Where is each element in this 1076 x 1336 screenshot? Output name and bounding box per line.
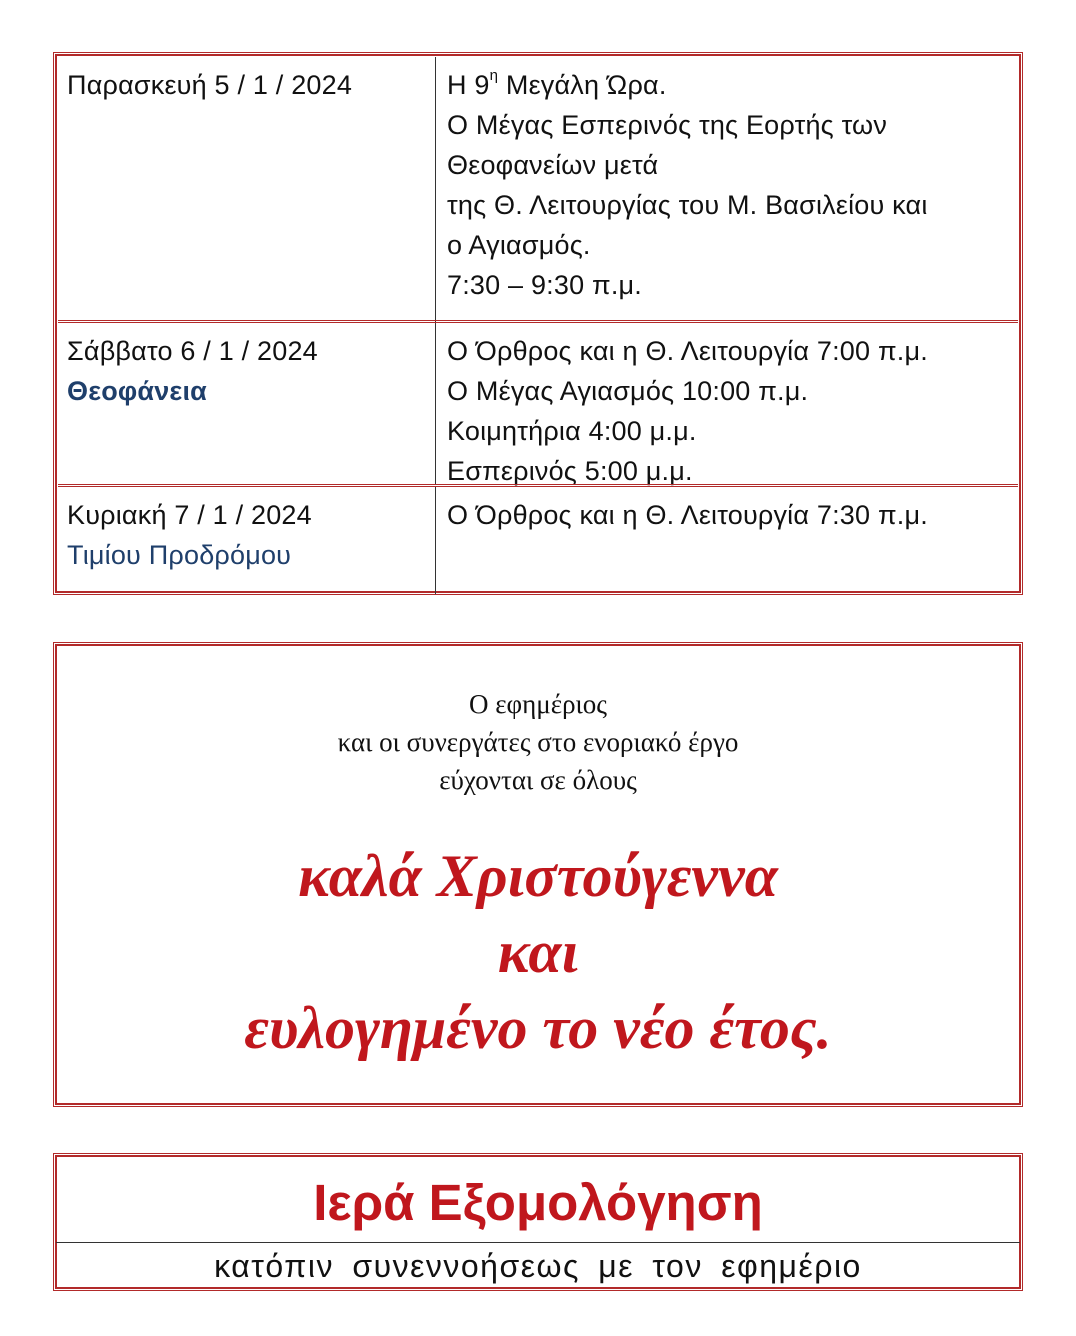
schedule-services-cell — [436, 57, 1018, 322]
feast-name: Θεοφάνεια — [67, 376, 207, 406]
greeting-wish-line: ευλογημένο το νέο έτος. — [244, 995, 832, 1061]
service-line: 7:30 – 9:30 π.μ. — [447, 270, 643, 300]
service-line: Ο Όρθρος και η Θ. Λειτουργία 7:00 π.μ. — [447, 336, 928, 366]
service-line: της Θ. Λειτουργίας του Μ. Βασιλείου και — [447, 190, 928, 220]
schedule-date-cell — [58, 487, 436, 594]
service-line: Η $9^\eta$ Μεγάλη Ώρα. — [447, 67, 667, 100]
greeting-intro-line: Ο εφημέριος — [468, 689, 608, 719]
service-line: Εσπερινός 5:00 μ.μ. — [447, 456, 693, 486]
confession-box — [53, 1153, 1023, 1291]
schedule-date: Παρασκευή 5 / 1 / 2024 — [67, 70, 353, 100]
schedule-date: Σάββατο 6 / 1 / 2024 — [67, 336, 318, 366]
schedule-table — [53, 52, 1023, 595]
schedule-date-cell — [58, 57, 436, 322]
confession-divider — [56, 1242, 1020, 1243]
greeting-box — [53, 642, 1023, 1107]
service-line: Ο Μέγας Εσπερινός της Εορτής των — [447, 110, 888, 140]
confession-subtitle: κατόπιν συνεννοήσεως με τον εφημέριο — [214, 1248, 862, 1284]
schedule-services-cell — [436, 323, 1018, 485]
service-line: Ο Όρθρος και η Θ. Λειτουργία 7:30 π.μ. — [447, 500, 928, 530]
schedule-date-cell — [58, 323, 436, 485]
greeting-wish-line: καλά Χριστούγεννα — [298, 843, 778, 909]
schedule-row-sunday — [58, 487, 1018, 594]
feast-name: Τιμίου Προδρόμου — [67, 540, 292, 570]
greeting-intro-line: και οι συνεργάτες στο ενοριακό έργο — [337, 727, 739, 757]
schedule-date: Κυριακή 7 / 1 / 2024 — [67, 500, 312, 530]
service-line: ο Αγιασμός. — [447, 230, 591, 260]
schedule-row-saturday — [58, 323, 1018, 485]
ordinal-superscript: η — [489, 67, 499, 84]
confession-title: Ιερά Εξομολόγηση — [313, 1174, 763, 1231]
service-line: Ο Μέγας Αγιασμός 10:00 π.μ. — [447, 376, 809, 406]
service-line: Θεοφανείων μετά — [447, 150, 659, 180]
greeting-intro-line: εύχονται σε όλους — [439, 765, 637, 795]
schedule-services-cell — [436, 487, 1018, 594]
service-line: Κοιμητήρια 4:00 μ.μ. — [447, 416, 697, 446]
greeting-wish-line: και — [497, 919, 579, 985]
schedule-row-friday — [58, 57, 1018, 322]
